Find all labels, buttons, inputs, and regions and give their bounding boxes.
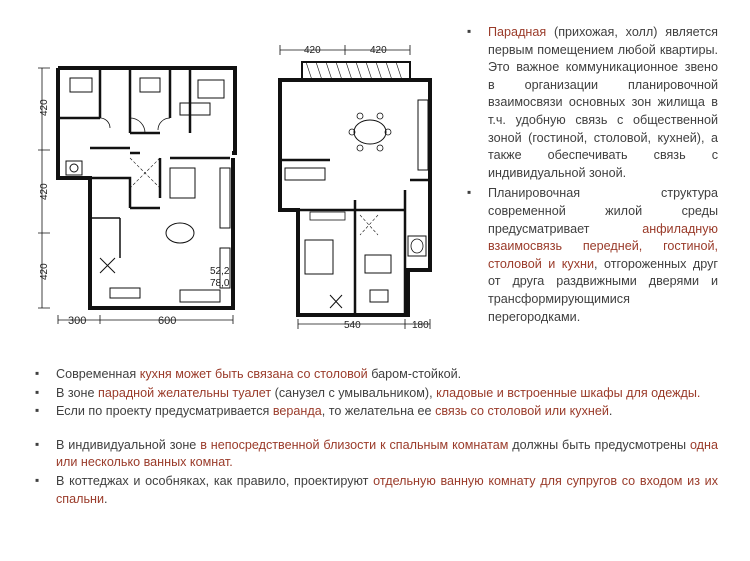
body-text: баром-стойкой. (367, 367, 462, 381)
highlighted-text: связь со столовой или кухней (435, 404, 609, 419)
dim-right-bottom1: 540 (344, 320, 361, 331)
highlighted-text: веранда (272, 404, 322, 419)
body-text: , то желательна ее (321, 404, 436, 419)
body-text: Современная (56, 367, 140, 381)
dim-left-h2: 600 (158, 315, 177, 327)
area-total: 78,0 (210, 278, 230, 289)
body-text: должны быть предусмотрены (508, 437, 690, 452)
highlighted-text: в непосредственной близости к спальным комнатам (200, 437, 509, 452)
bottom_bullets-item (34, 473, 718, 508)
body-text: В коттеджах и особняках, как правило, проектируют (56, 473, 374, 488)
body-text: , отгороженных друг от друга раздвижными дверями и трансформирующимися перегородками. (488, 256, 718, 324)
right_bullets-item (466, 185, 718, 326)
dim-left-v1: 420 (39, 99, 50, 116)
highlighted-text: кладовые и встроенные шкафы для одежды. (436, 385, 701, 400)
left-floor-plan (30, 58, 260, 330)
body-text: Если по проекту предусматривается (56, 404, 273, 419)
body-text: . (104, 491, 108, 506)
highlighted-text: анфиладную взаимосвязь передней, гостиной, столовой и кухни (488, 221, 718, 271)
highlighted-text: одна или несколько ванных комнат. (56, 437, 718, 470)
highlighted-text: парадной желательны туалет (98, 385, 272, 400)
area-living: 52,2 (210, 266, 230, 277)
bottom-text-list (34, 366, 718, 509)
dim-left-h1: 300 (68, 315, 87, 327)
highlighted-text: кухня может быть связана со столовой (139, 367, 368, 381)
dim-left-v3: 420 (39, 263, 50, 280)
right_bullets-item (466, 24, 718, 182)
body-text: В индивидуальной зоне (56, 437, 201, 452)
highlighted-text: Парадная (488, 25, 547, 39)
dim-right-top2: 420 (370, 45, 387, 56)
body-text: (прихожая, холл) является первым помещением любой квартиры. Это важное коммуникационное звено в организации планировочной взаимосвязи основных зон жилища в т.ч. удобную связь с общественной зоной (гостиной, столовой, кухней), а также обеспечивать связь с индивидуальной зоной. (488, 25, 718, 180)
bottom_bullets-item (34, 403, 718, 421)
bottom_bullets-item (34, 366, 718, 384)
dim-left-v2: 420 (39, 183, 50, 200)
dim-right-top1: 420 (304, 45, 321, 56)
highlighted-text: отдельную ванную комнату для супругов со входом из их спальни (56, 473, 718, 506)
body-text: (санузел с умывальником), (271, 385, 437, 400)
bottom_bullets-item (34, 437, 718, 472)
bottom_bullets-item (34, 385, 718, 403)
body-text: Планировочная структура современной жилой среды предусматривает (488, 186, 718, 236)
right-text-column (466, 24, 718, 329)
body-text: . (608, 404, 613, 419)
list-gap (34, 422, 718, 437)
right-floor-plan (270, 40, 455, 332)
body-text: В зоне (56, 385, 98, 400)
dim-right-bottom2: 180 (412, 320, 429, 331)
